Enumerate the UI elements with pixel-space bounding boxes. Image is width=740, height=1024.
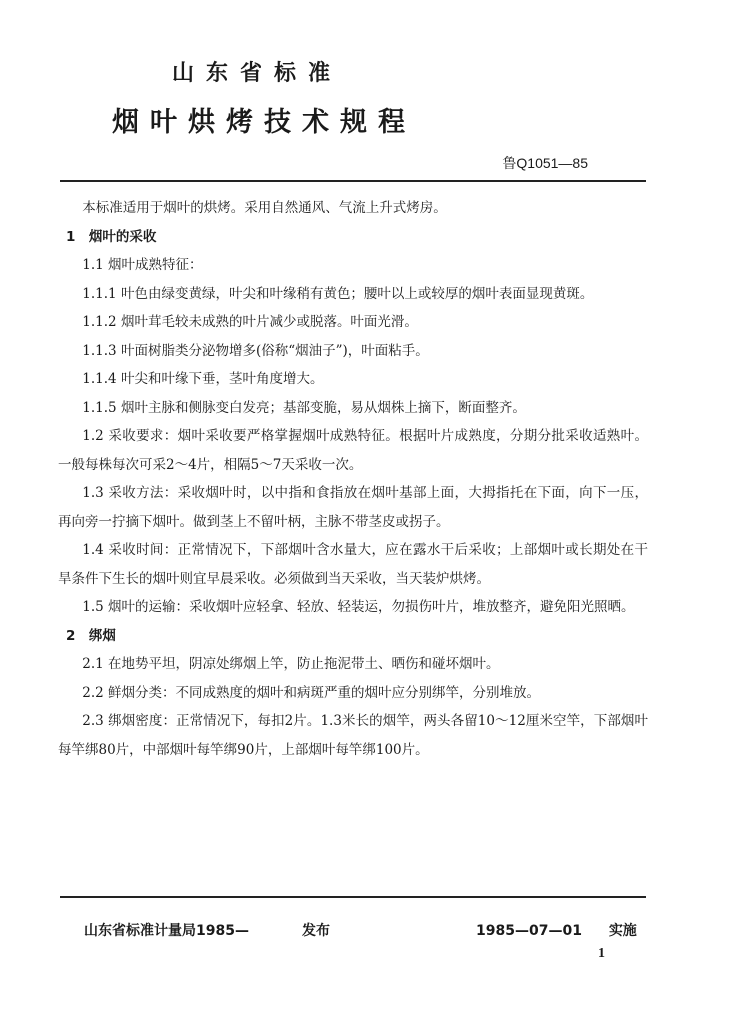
paragraph: 1.1.1 叶色由绿变黄绿，叶尖和叶缘稍有黄色；腰叶以上或较厚的烟叶表面显现黄斑。 [82,285,594,302]
footer-divider [60,896,646,898]
page-number: 1 [598,946,605,961]
paragraph: 1.1 烟叶成熟特征： [82,257,203,273]
paragraph: 1.2 采收要求：烟叶采收要严格掌握烟叶成熟特征。根据叶片成熟度，分期分批采收适熟叶。一般每株每次可采2～4片，相隔5～7天采收一次。 [58,428,648,473]
issue-label: 发布 [302,923,330,939]
paragraph: 2.2 鲜烟分类：不同成熟度的烟叶和病斑严重的烟叶应分别绑竿，分别堆放。 [82,684,541,701]
organization-name: 山东省标准 [172,61,343,86]
implement-label: 实施 [608,923,637,939]
implement-info [476,920,637,940]
paragraph: 1.1.5 烟叶主脉和侧脉变白发亮；基部变脆，易从烟株上摘下，断面整齐。 [82,399,526,416]
document-title: 烟叶烘烤技术规程 [112,107,416,138]
paragraph: 2.1 在地势平坦，阴凉处绑烟上竿，防止拖泥带土、晒伤和碰坏烟叶。 [82,656,500,672]
paragraph: 1.4 采收时间：正常情况下，下部烟叶含水量大，应在露水干后采收；上部烟叶或长期处在干旱条件下生长的烟叶则宜早晨采收。必须做到当天采收，当天装炉烘烤。 [58,542,648,587]
paragraph: 1.5 烟叶的运输：采收烟叶应轻拿、轻放、轻装运，勿损伤叶片，堆放整齐，避免阳光照晒。 [82,599,635,615]
paragraph: 1.1.3 叶面树脂类分泌物增多(俗称“烟油子”)，叶面粘手。 [82,342,429,359]
header-divider [60,180,646,182]
standard-code: 鲁Q1051—85 [502,155,588,171]
paragraph: 2.3 绑烟密度：正常情况下，每扣2片。1.3米长的烟竿，两头各留10～12厘米空竿，下部烟叶每竿绑80片，中部烟叶每竿绑90片，上部烟叶每竿绑100片。 [58,713,648,758]
issuer-text: 山东省标准计量局1985— [84,923,249,939]
paragraph: 1.3 采收方法：采收烟叶时，以中指和食指放在烟叶基部上面，大拇指托在下面，向下一压，再向旁一拧摘下烟叶。做到茎上不留叶柄，主脉不带茎皮或拐子。 [58,485,648,530]
document-body [58,194,648,764]
implement-date: 1985—07—01 [476,923,582,939]
paragraph: 1.1.4 叶尖和叶缘下垂，茎叶角度增大。 [82,371,324,387]
section-heading: 2 绑烟 [66,627,116,644]
paragraph: 1.1.2 烟叶茸毛较未成熟的叶片减少或脱落。叶面光滑。 [82,314,418,330]
section-heading: 1 烟叶的采收 [66,228,157,245]
paragraph: 本标准适用于烟叶的烘烤。采用自然通风、气流上升式烤房。 [82,200,447,216]
